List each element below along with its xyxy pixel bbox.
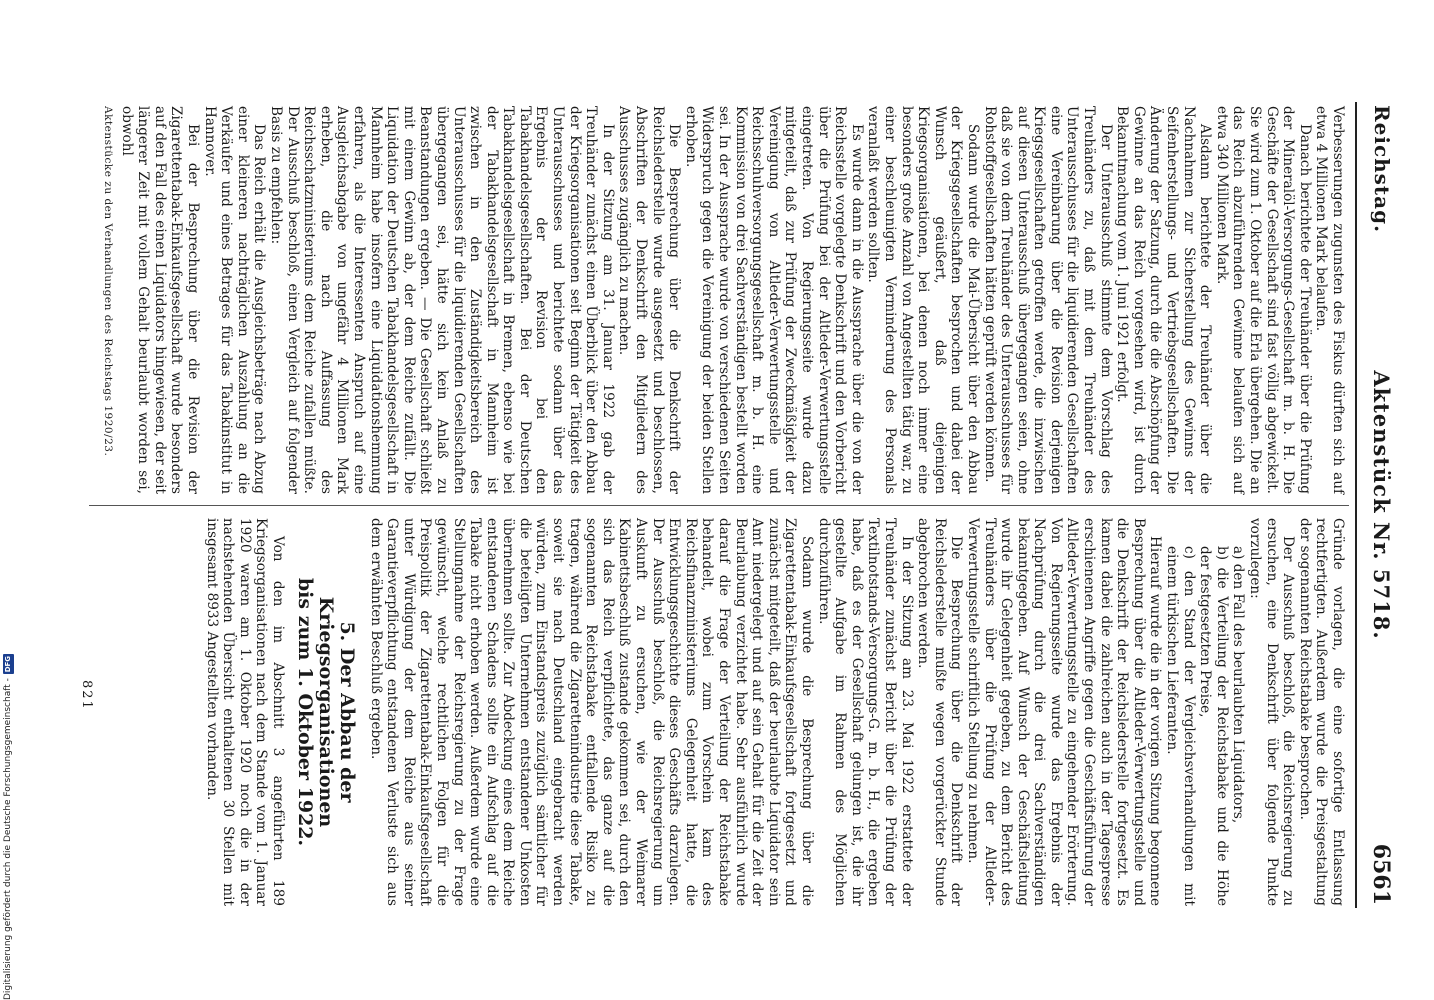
section-heading bbox=[294, 518, 357, 906]
paragraph: In der Sitzung am 23. Mai 1922 erstattete der Treuhänder zunächst Bericht über die Prüfung der Textilnotstands-Versorgungs-G. m. b. H., die ergeben habe, daß es der Gesellschaft gelungen ist, die ihr gestellte Aufgabe im Rahmen des Möglichen durchzuführen. bbox=[815, 518, 915, 906]
paragraph: In der Sitzung am 31. Januar 1922 gab der Treuhänder zunächst einen Überblick über den Abbau der Kriegsorganisationen seit Beginn der Tätigkeit des Unterausschusses und berichtete sodann über das Ergebnis der Revision bei den Tabakhandelsgesellschaften. Bei der Deutschen Tabakhandelsgesellschaft in Bremen, ebenso wie bei der Tabakhandelsgesellschaft in Mannheim ist zwischen in den Zuständigkeitsbereich des Unterausschusses für die liquidierenden Gesellschaften übergegangen sei, hätte sich kein Anlaß zu Beanstandungen ergeben. — Die Gesellschaft schließt mit einem Gewinn ab, der dem Reiche zufällt. Die Liquidation der Deutschen Tabakhandelsgesellschaft in Mannheim habe insofern eine Liquidationshemmung erfahren, als die Interessenten Anspruch auf eine Ausgleichsabgabe von ungefähr 4 Millionen Mark erheben, die nach Auffassung des Reichsschatzministeriums dem Reiche zufallen müßte. Der Ausschuß beschloß, einen Vergleich auf folgender Basis zu empfehlen: bbox=[268, 106, 616, 494]
list-item: a) den Fall des beurlaubten Liquidators, bbox=[1230, 546, 1247, 824]
credit-text: Digitalisierung gefördert durch die Deutsche Forschungsgemeinschaft - bbox=[3, 678, 13, 1000]
paragraph: Sodann wurde die Besprechung über die Zigarettentabak-Einkaufsgesellschaft fortgesetzt und zunächst mitgeteilt, daß der beurlaubte Liquidator sein Amt niedergelegt und auf sein Gehalt für die Zeit der Beurlaubung verzichtet habe. Sehr ausführlich wurde darauf die Frage der Verteilung der Reichstabake behandelt, wobei zum Vorschein kam des Reichsfinanzministeriums Gelegenheit hatte, die Entwicklungsgeschichte dieses Geschäfts darzulegen. Der Ausschuß beschloß, die Reichsregierung um Auskunft zu ersuchen, wie der Weimarer Kabinettsbeschluß zustande gekommen sei, durch den sich das Reich verpflichtete, das ganze auf die sogenannten Reichstabake entfallende Risiko zu tragen, während die Zigarettenindustrie diese Tabake, soweit sie nach Deutschland eingebracht werden würden, zum Einstandspreis zuzüglich sämtlicher für die beteiligten Unternehmen entstandener Unkosten übernehmen sollte. Zur Abdeckung eines dem Reiche entstandenen Schadens sollte ein Aufschlag auf die Tabake nicht erhoben werden. Außerdem wurde eine Stellungnahme der Reichsregierung zu der Frage gewünscht, welche rechtlichen Folgen für die Preispolitik der Zigarettentabak-Einkaufsgesellschaft unter Würdigung der dem Reiche aus seiner Garantieverpflichtung entstandenen Verluste sich aus dem erwähnten Beschluß ergeben. bbox=[367, 518, 815, 906]
footer-page-number: 821 bbox=[79, 680, 94, 711]
paragraph: Sodann wurde die Mai-Übersicht über den Abbau der Kriegsgesellschaften besprochen und dabei der Wunsch geäußert, daß diejenigen Kriegsorganisationen, bei denen noch immer eine besonders große Anzahl von Angestellten tätig war, zu einer beschleunigten Verminderung des Personals veranlaßt werden sollten. bbox=[865, 106, 981, 494]
paragraph: Danach berichtete der Treuhänder über die Prüfung der Mineralöl-Versorgungs-Gesellschaft m. b. H. Die Geschäfte der Gesellschaft sind fast völlig abgewickelt. Sie wird zum 1. Oktober auf die Erla übergehen. Die an das Reich abzuführenden Gewinne belaufen sich auf etwa 340 Millionen Mark. bbox=[1213, 106, 1313, 494]
list-item: b) die Verteilung der Reichstabake und die Höhe der festgesetzten Preise, bbox=[1197, 546, 1230, 906]
paragraph: Gründe vorlagen, die eine sofortige Entlassung rechtfertigten. Außerdem wurde die Preisgestaltung der sogenannten Reichstabake besprochen. bbox=[1296, 518, 1346, 906]
header-left: Reichstag. bbox=[1370, 105, 1394, 234]
paragraph: Von den im Abschnitt 3 angeführten 189 Kriegsorganisationen nach dem Stande vom 1. Januar 1920 waren am 1. Oktober 1920 noch die in der nachstehenden Übersicht enthaltenen 30 Stellen mit insgesamt 8933 Angestellten vorhanden. bbox=[203, 518, 286, 906]
right-column bbox=[203, 518, 1346, 906]
paragraph: Der Unterausschuß stimmte dem Vorschlag des Treuhänders zu, daß mit dem Treuhänder des Unterausschusses für die liquidierenden Gesellschaften eine Vereinbarung über die Revision derjenigen Kriegsgesellschaften getroffen werde, die inzwischen auf diesen Unterausschuß übergegangen seien, ohne daß sie von dem Treuhänder des Unterausschusses für Rohstoffgesellschaften hätten geprüft werden können. bbox=[981, 106, 1114, 494]
paragraph: Die Besprechung über die Denkschrift der Reichslederstelle wurde ausgesetzt und beschlossen, Abschriften der Denkschrift den Mitgliedern des Ausschusses zugänglich zu machen. bbox=[616, 106, 683, 494]
paragraph: Hierauf wurde die in der vorigen Sitzung begonnene Besprechung über die Altleder-Verwertungsstelle und die Denkschrift der Reichslederstelle fortgesetzt. Es kamen dabei die zahlreichen auch in der Tagespresse erschienenen Angriffe gegen die Geschäftsführung der Altleder-Verwertungsstelle zu eingehender Erörterung. Von Regierungsseite wurde das Ergebnis der Nachprüfung durch die drei Sachverständigen bekanntgegeben. Auf Wunsch der Geschäftsleitung wurde ihr Gelegenheit gegeben, zu dem Bericht des Treuhänders über die Prüfung der Altleder-Verwertungsstelle schriftlich Stellung zu nehmen. bbox=[964, 518, 1164, 906]
list-item: c) den Stand der Vergleichsverhandlungen mit einem türkischen Lieferanten. bbox=[1164, 546, 1197, 906]
paragraph: Alsdann berichtete der Treuhänder über die Nachnahmen zur Sicherstellung des Gewinns der Seifenherstellungs- und Vertriebsgesellschaften. Die Änderung der Satzung, durch die die Abschöpfung der Gewinne an das Reich vorgesehen wird, ist durch Bekanntmachung vom 1. Juni 1921 erfolgt. bbox=[1114, 106, 1214, 494]
digitization-credit bbox=[1, 0, 15, 1000]
header-rule bbox=[1355, 102, 1357, 908]
column-divider bbox=[89, 505, 1349, 506]
paragraph: Die Besprechung über die Denkschrift der Reichslederstelle mußte wegen vorgerückter Stunde abgebrochen werden. bbox=[915, 518, 965, 906]
paragraph: Es wurde dann in die Aussprache über die von der Reichsstelle vorgelegte Denkschrift und den Vorbericht über die Prüfung bei der Altleder-Verwertungsstelle eingetreten. Von Regierungsseite wurde dazu mitgeteilt, daß zur Prüfung der Zweckmäßigkeit der Vereinigung von Altleder-Verwertungsstelle und Reichsschuhversorgungsgesellschaft m. b. H. eine Kommission von drei Sachverständigen bestellt worden sei. In der Aussprache wurde von verschiedenen Seiten Widerspruch gegen die Vereinigung der beiden Stellen erhoben. bbox=[682, 106, 865, 494]
section-heading-line: 5. Der Abbau der Kriegsorganisationen bbox=[314, 596, 358, 828]
paragraph: Das Reich erhält die Ausgleichsbeträge nach Abzug einer kleineren nachträglichen Auszahlung an die Verkäufer und eines Betrages für das Tabakinstitut in Hannover. bbox=[201, 106, 268, 494]
section-heading-line: bis zum 1. Oktober 1922. bbox=[293, 577, 316, 847]
signature-line: Aktenstücke zu den Verhandlungen des Reichstags 1920/23. bbox=[102, 106, 115, 457]
header-title: Aktenstück Nr. 5718. bbox=[1369, 370, 1394, 640]
left-column bbox=[46, 106, 1346, 494]
header-page-number: 6561 bbox=[1368, 843, 1394, 905]
paragraph: Bei der Besprechung über die Revision der Zigarettentabak-Einkaufsgesellschaft wurde besonders auf den Fall des einen Liquidators hingewiesen, der seit längerer Zeit mit vollem Gehalt beurlaubt worden sei, obwohl bbox=[118, 106, 202, 494]
paragraph: Der Ausschuß beschloß, die Reichsregierung zu ersuchen, eine Denkschrift über folgende Punkte vorzulegen: bbox=[1247, 518, 1297, 906]
dfg-logo-icon: DFG bbox=[3, 655, 12, 673]
paragraph: Verbesserungen zugunsten des Fiskus dürften sich auf etwa 4 Millionen Mark belaufen. bbox=[1313, 106, 1346, 494]
